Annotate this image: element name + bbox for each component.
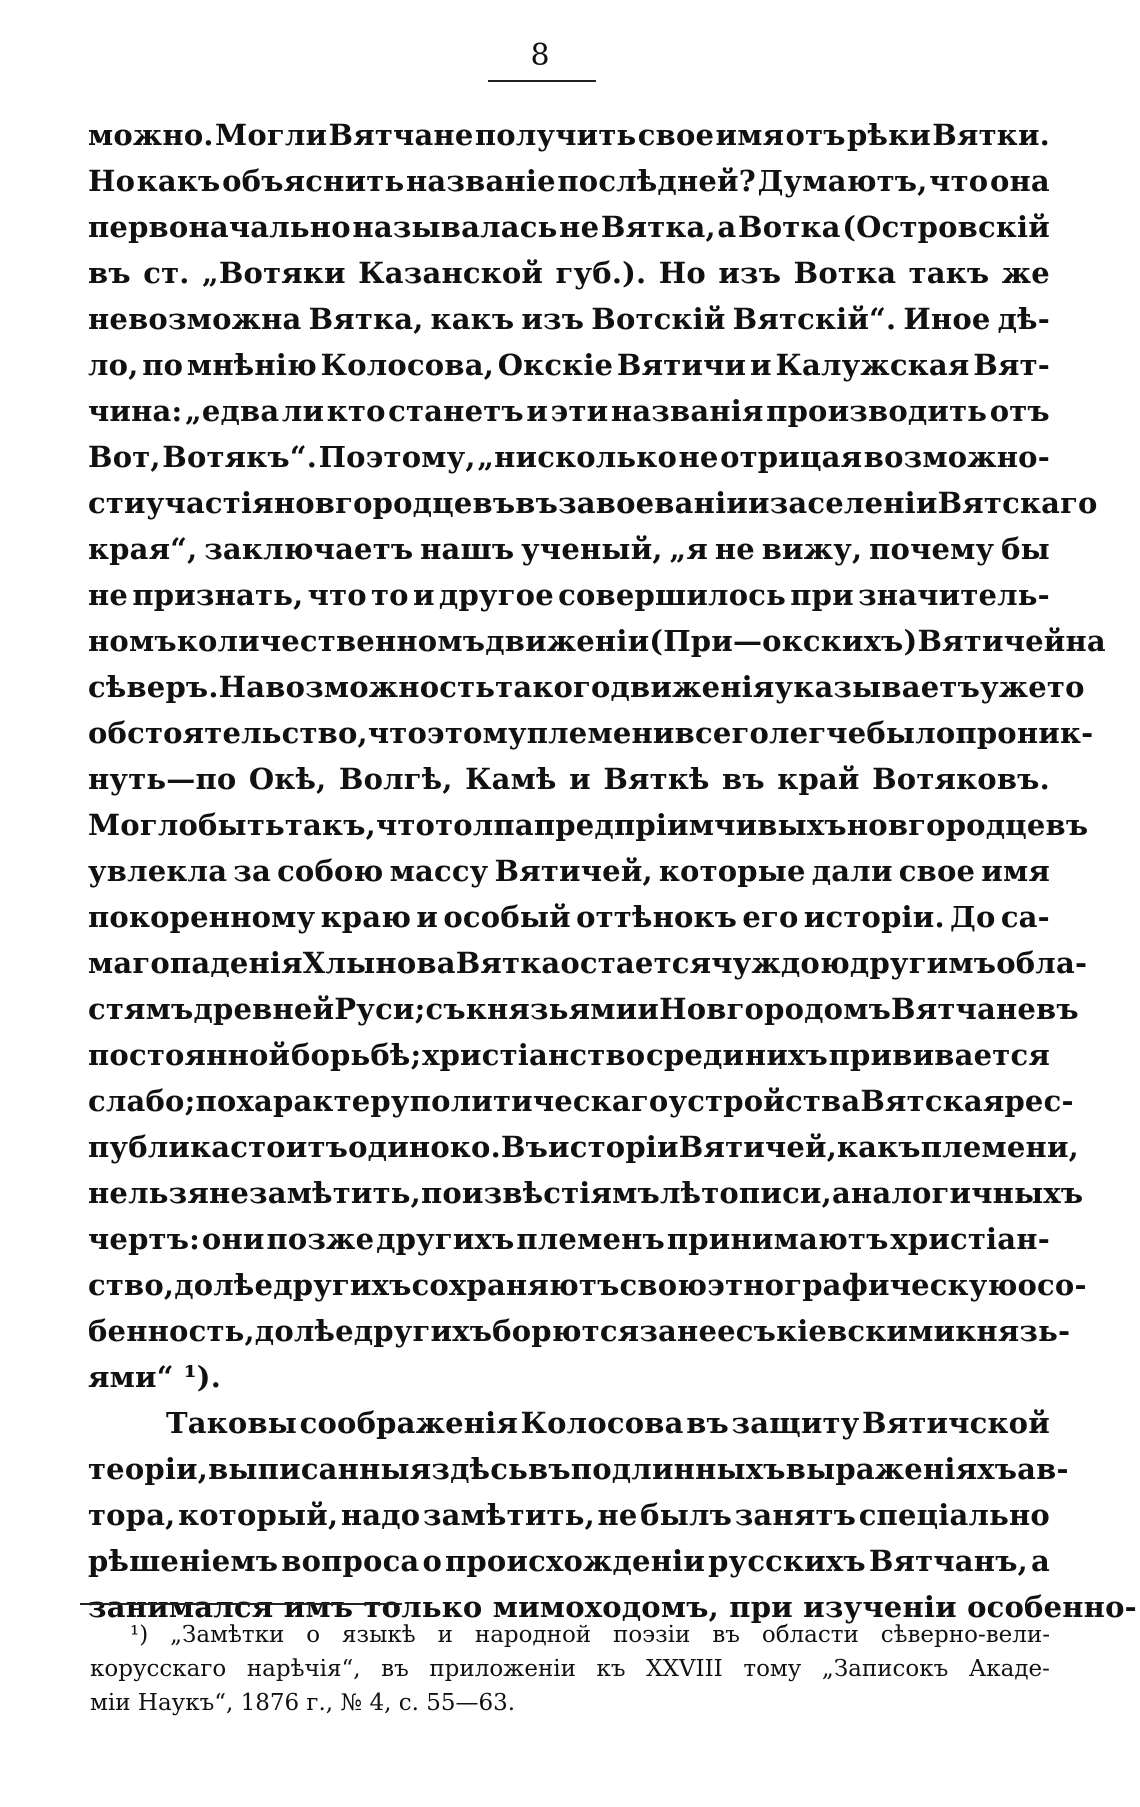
- text-line: нельзя не замѣтить, по извѣстіямъ лѣтописи, аналогичныхъ: [88, 1176, 1084, 1210]
- text-line: рѣшеніемъ вопроса о происхожденіи русскихъ Вятчанъ, а: [88, 1544, 1050, 1578]
- footnote-rule: [80, 1603, 402, 1605]
- text-line: сѣверъ. На возможность такого движенія указываетъ уже то: [88, 670, 1085, 704]
- text-line: міи Наукъ“, 1876 г., № 4, с. 55—63.: [90, 1690, 516, 1716]
- text-line: бенность, долѣе другихъ борются за нее съ кіевскими князь-: [88, 1314, 1071, 1348]
- text-line: нуть—по Окѣ, Волгѣ, Камѣ и Вяткѣ въ край Вотяковъ.: [88, 762, 1050, 796]
- page-number: 8: [530, 38, 550, 73]
- text-line: увлекла за собою массу Вятичей, которые дали свое имя: [88, 854, 1050, 888]
- text-line: постоянной борьбѣ; христіанство среди нихъ прививается: [88, 1038, 1050, 1072]
- text-line: теоріи, выписанныя здѣсь въ подлинныхъ выраженіяхъ ав-: [88, 1452, 1069, 1486]
- text-line: можно. Могли Вятчане получить свое имя отъ рѣки Вятки.: [88, 118, 1050, 152]
- text-line: стямъ древней Руси; съ князьями и Новгородомъ Вятчане въ: [88, 992, 1079, 1026]
- text-line: ство, долѣе другихъ сохраняютъ свою этнографическую осо-: [88, 1268, 1087, 1302]
- text-line: въ ст. „Вотяки Казанской губ.). Но изъ Вотка такъ же: [88, 256, 1050, 290]
- text-line: края“, заключаетъ нашъ ученый, „я не вижу, почему бы: [88, 532, 1050, 566]
- text-line: не признать, что то и другое совершилось при значитель-: [88, 578, 1050, 612]
- text-line: невозможна Вятка, какъ изъ Вотскій Вятскій“. Иное дѣ-: [88, 302, 1050, 336]
- main-text: [88, 112, 1137, 1630]
- paragraph-1: [88, 112, 1106, 1400]
- text-line: обстоятельство, что этому племени всего легче было проник-: [88, 716, 1094, 750]
- text-line: публика стоитъ одиноко. Въ исторіи Вятичей, какъ племени,: [88, 1130, 1079, 1164]
- text-line: чина: „едва ли кто станетъ и эти названія производить отъ: [88, 394, 1050, 428]
- header-rule: [488, 80, 596, 82]
- text-line: первоначально называлась не Вятка, а Вотка (Островскій: [88, 210, 1050, 244]
- text-line: покоренному краю и особый оттѣнокъ его исторіи. До са-: [88, 900, 1050, 934]
- text-line: ями“ ¹).: [88, 1360, 222, 1394]
- text-line: корусскаго нарѣчія“, въ приложеніи къ XXVIII тому „Записокъ Акаде-: [90, 1656, 1050, 1682]
- text-line: ло, по мнѣнію Колосова, Окскіе Вятичи и Калужская Вят-: [88, 348, 1050, 382]
- text-line: занимался имъ только мимоходомъ, при изученіи особенно-: [88, 1590, 1137, 1624]
- text-line: тора, который, надо замѣтить, не былъ занятъ спеціально: [88, 1498, 1050, 1532]
- text-line: ¹) „Замѣтки о языкѣ и народной поэзіи въ области сѣверно-вели-: [130, 1622, 1050, 1648]
- paragraph-2: [88, 1400, 1137, 1630]
- text-line: номъ количественномъ движеніи (При—окскихъ) Вятичей на: [88, 624, 1106, 658]
- text-line: Могло быть такъ, что толпа предпріимчивыхъ новгородцевъ: [88, 808, 1089, 842]
- footnote: [90, 1618, 1050, 1720]
- text-line: сти участія новгородцевъ въ завоеваніи и заселеніи Вятскаго: [88, 486, 1098, 520]
- text-line: маго паденія Хлынова Вятка остается чуждою другимъ обла-: [88, 946, 1088, 980]
- text-line: Таковы соображенія Колосова въ защиту Вятичской: [166, 1406, 1050, 1440]
- text-line: Но какъ объяснить названіе послѣдней? Думаютъ, что она: [88, 164, 1050, 198]
- text-line: чертъ: они позже другихъ племенъ принимаютъ христіан-: [88, 1222, 1050, 1256]
- text-line: слабо; по характеру политическаго устройства Вятская рес-: [88, 1084, 1074, 1118]
- text-line: Вот, Вотякъ“. Поэтому, „нисколько не отрицая возможно-: [88, 440, 1050, 474]
